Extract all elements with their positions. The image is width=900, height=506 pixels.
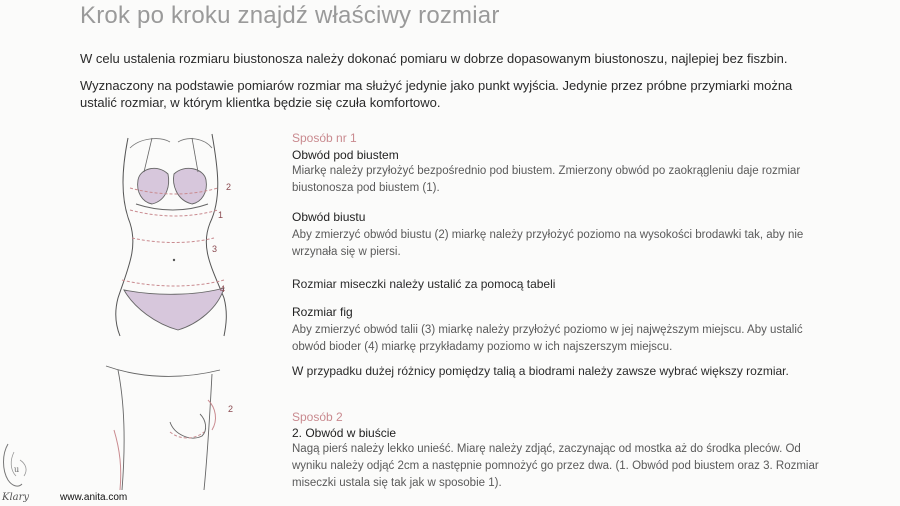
logo-name: Klary: [2, 492, 30, 503]
underbust-heading: Obwód pod biustem: [292, 148, 399, 162]
marker-2-side: 2: [228, 404, 234, 414]
bust-heading: Obwód biustu: [292, 210, 366, 224]
logo-letter: u: [14, 465, 20, 474]
method-2-heading: 2. Obwód w biuście: [292, 426, 397, 440]
method-2-text: Nagą pierś należy lekko unieść. Miarę należy zdjąć, zaczynając od mostka aż do środka pleców. Od wyniku należy odjąć 2cm a następnie pomnożyć go przez dwa. (1. Obwód pod biustem oraz 3. Rozmiar miseczki ustala się tak jak w sposobie 1).: [292, 443, 819, 489]
intro-paragraph-2: Wyznaczony na podstawie pomiarów rozmiar ma służyć jedynie jako punkt wyjścia. Jedynie przez próbne przymiarki można ustalić rozmiar, w którym klientka będzie się czuła komfortowo.: [80, 78, 793, 110]
marker-1: 1: [218, 210, 224, 220]
marker-4: 4: [220, 284, 226, 294]
page-title: Krok po kroku znajdź właściwy rozmiar: [80, 2, 500, 29]
method-2-label: Sposób 2: [292, 410, 343, 424]
intro-paragraph-1: W celu ustalenia rozmiaru biustonosza należy dokonać pomiaru w dobrze dopasowanym biustonoszu, najlepiej bez fiszbin.: [80, 51, 788, 66]
torso-measurement-illustration: [100, 128, 250, 338]
briefs-text: Aby zmierzyć obwód talii (3) miarkę należy przyłożyć poziomo w jej najwęższym miejscu. Aby ustalić obwód bioder (4) miarkę przykładamy poziomo w ich najszerszym miejscu.: [292, 324, 803, 353]
briefs-heading: Rozmiar fig: [292, 305, 353, 319]
underbust-text: Miarkę należy przyłożyć bezpośrednio pod biustem. Zmierzony obwód po zaokrągleniu daje rozmiar biustonosza pod biustem (1).: [292, 165, 801, 194]
cup-size-note: Rozmiar miseczki należy ustalić za pomocą tabeli: [292, 277, 556, 291]
marker-3: 3: [212, 244, 218, 254]
footer-url[interactable]: www.anita.com: [60, 492, 128, 503]
bust-text: Aby zmierzyć obwód biustu (2) miarkę należy przyłożyć poziomo na wysokości brodawki tak, aby nie wrzynała się w piersi.: [292, 229, 804, 258]
side-measurement-illustration: [100, 360, 250, 495]
method-1-label: Sposób nr 1: [292, 131, 357, 145]
size-warning: W przypadku dużej różnicy pomiędzy talią a biodrami należy zawsze wybrać większy rozmiar.: [292, 364, 789, 378]
marker-2: 2: [226, 182, 232, 192]
